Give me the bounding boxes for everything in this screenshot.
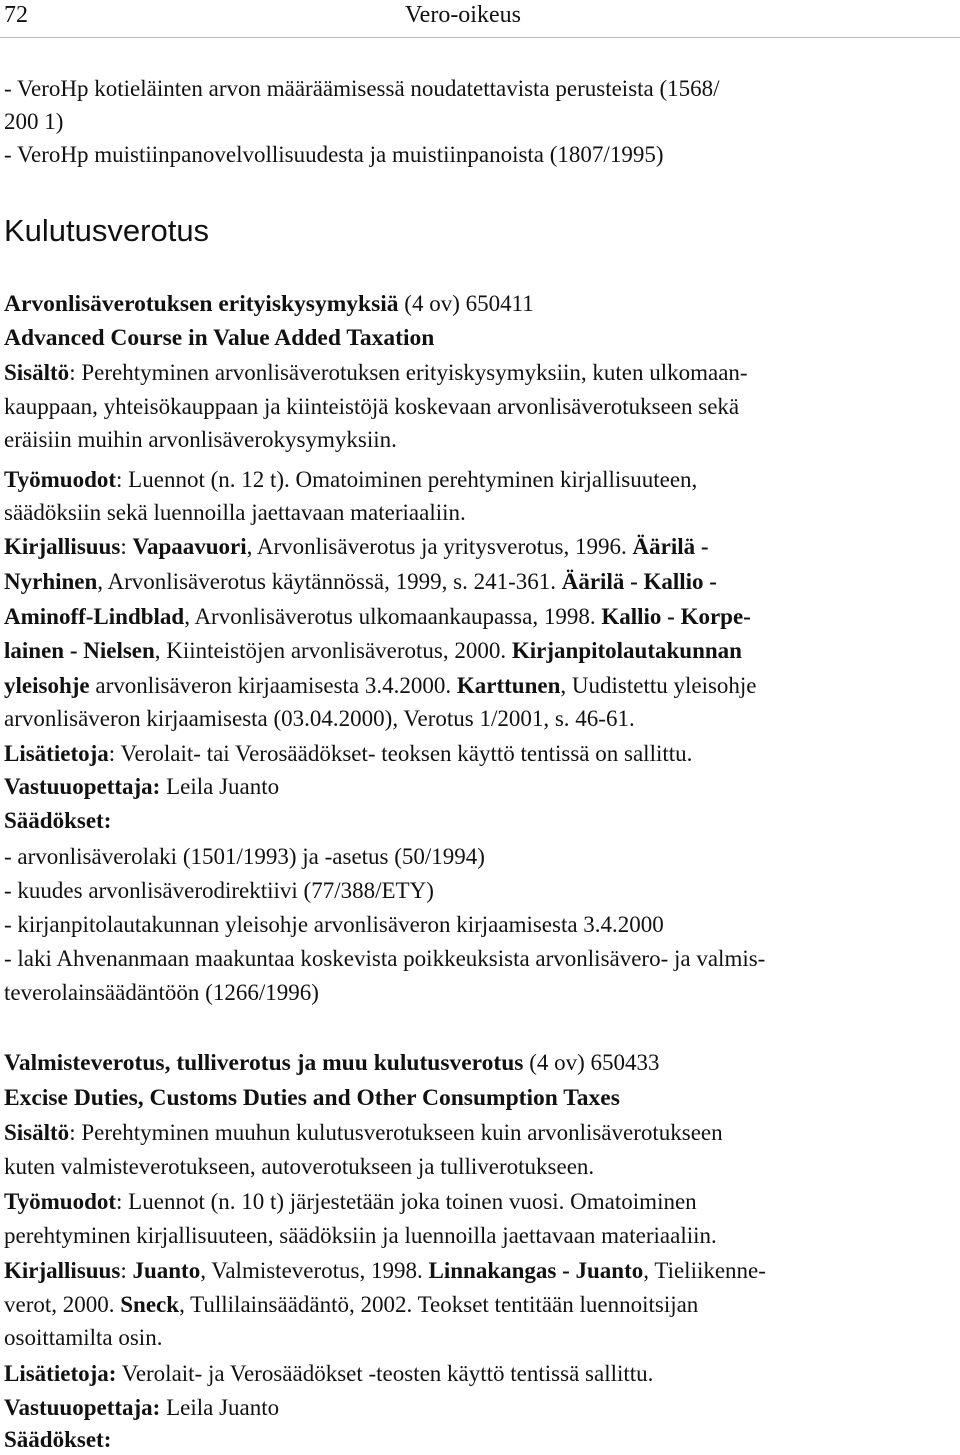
literature-author: Nyrhinen	[4, 569, 98, 594]
section-heading: Kulutusverotus	[4, 213, 210, 248]
info-text: Verolait- ja Verosäädökset -teosten käyttö tentissä sallittu.	[116, 1361, 654, 1386]
list-item: - VeroHp muistiinpanovelvollisuudesta ja muistiinpanoista (1807/1995)	[4, 142, 664, 167]
content-line	[4, 1118, 723, 1148]
literature-line	[4, 532, 709, 562]
literature-text: :	[120, 1258, 133, 1283]
content-label: Sisältö	[4, 360, 70, 385]
literature-text: verot, 2000.	[4, 1292, 121, 1317]
course-credits-code: (4 ov) 650411	[398, 291, 534, 316]
teacher-label: Vastuuopettaja:	[4, 1395, 161, 1420]
literature-author: Kallio - Korpe-	[601, 604, 751, 629]
regulation-item: - arvonlisäverolaki (1501/1993) ja -asetus (50/1994)	[4, 844, 485, 869]
literature-line	[4, 671, 757, 701]
literature-author: Äärilä -	[632, 534, 709, 559]
literature-text: arvonlisäveron kirjaamisesta 3.4.2000.	[89, 673, 457, 698]
literature-line	[4, 1290, 698, 1320]
info-line	[4, 1359, 653, 1389]
literature-author: Aminoff-Lindblad	[4, 604, 185, 629]
literature-line	[4, 602, 751, 632]
literature-author: Vapaavuori	[132, 534, 247, 559]
literature-label: Kirjallisuus	[4, 1258, 121, 1283]
info-text: : Verolait- tai Verosäädökset- teoksen käyttö tentissä on sallittu.	[108, 741, 693, 766]
teacher-line	[4, 772, 279, 802]
regulation-item: - laki Ahvenanmaan maakuntaa koskevista poikkeuksista arvonlisävero- ja valmis-	[4, 946, 766, 971]
regulations-label: Säädökset:	[4, 1427, 112, 1452]
literature-text: :	[120, 534, 133, 559]
methods-label: Työmuodot	[4, 467, 117, 492]
methods-text: perehtyminen kirjallisuuteen, säädöksiin ja luennoilla jaettavaan materiaaliin.	[4, 1223, 717, 1248]
content-text: : Perehtyminen arvonlisäverotuksen erityiskysymyksiin, kuten ulkomaan-	[69, 360, 748, 385]
literature-author: Sneck	[120, 1292, 180, 1317]
literature-author: Kirjanpitolautakunnan	[511, 638, 742, 663]
course-credits-code: (4 ov) 650433	[523, 1050, 660, 1075]
regulation-item: - kuudes arvonlisäverodirektiivi (77/388/ETY)	[4, 878, 434, 903]
methods-line	[4, 465, 697, 495]
regulation-item-continuation: teverolainsäädäntöön (1266/1996)	[4, 980, 319, 1005]
literature-line	[4, 636, 742, 666]
literature-text: , Arvonlisäverotus käytännössä, 1999, s. 241-361.	[97, 569, 562, 594]
course-title: Valmisteverotus, tulliverotus ja muu kulutusverotus	[4, 1050, 524, 1076]
course-title-line	[4, 1048, 660, 1078]
literature-author: lainen - Nielsen	[4, 638, 155, 663]
literature-author: yleisohje	[4, 673, 90, 698]
literature-line	[4, 1256, 766, 1286]
literature-text: , Tullilainsäädäntö, 2002. Teokset tentitään luennoitsijan	[179, 1292, 699, 1317]
literature-text: , Tieliikenne-	[643, 1258, 766, 1283]
literature-text: , Arvonlisäverotus ulkomaankaupassa, 1998.	[184, 604, 602, 629]
regulation-item: - kirjanpitolautakunnan yleisohje arvonlisäveron kirjaamisesta 3.4.2000	[4, 912, 664, 937]
literature-text: , Kiinteistöjen arvonlisäverotus, 2000.	[154, 638, 512, 663]
content-text: : Perehtyminen muuhun kulutusverotukseen kuin arvonlisäverotukseen	[69, 1120, 723, 1145]
content-text: kauppaan, yhteisökauppaan ja kiinteistöjä koskevaan arvonlisäverotukseen sekä	[4, 394, 740, 419]
page-number: 72	[4, 2, 28, 28]
list-item-continuation: 200 1)	[4, 109, 64, 134]
literature-text: osoittamilta osin.	[4, 1325, 163, 1350]
info-label: Lisätietoja:	[4, 1361, 117, 1386]
content-label: Sisältö	[4, 1120, 70, 1145]
content-line	[4, 358, 748, 388]
literature-author: Äärilä - Kallio -	[561, 569, 717, 594]
methods-text: : Luennot (n. 12 t). Omatoiminen perehtyminen kirjallisuuteen,	[116, 467, 698, 492]
info-line	[4, 739, 692, 769]
page-header	[0, 0, 960, 38]
teacher-name: Leila Juanto	[160, 1395, 280, 1420]
teacher-line	[4, 1393, 279, 1423]
header-rule	[0, 37, 960, 38]
course-title-line	[4, 289, 534, 319]
teacher-label: Vastuuopettaja:	[4, 774, 161, 799]
teacher-name: Leila Juanto	[160, 774, 280, 799]
literature-text: , Arvonlisäverotus ja yritysverotus, 1996.	[246, 534, 633, 559]
literature-line	[4, 567, 717, 597]
info-label: Lisätietoja	[4, 741, 109, 766]
literature-author: Karttunen	[456, 673, 561, 698]
methods-label: Työmuodot	[4, 1189, 117, 1214]
literature-text: , Uudistettu yleisohje	[560, 673, 757, 698]
methods-text: : Luennot (n. 10 t) järjestetään joka toinen vuosi. Omatoiminen	[116, 1189, 697, 1214]
methods-line	[4, 1187, 697, 1217]
course-english-title: Advanced Course in Value Added Taxation	[4, 325, 435, 351]
literature-text: , Valmisteverotus, 1998.	[200, 1258, 429, 1283]
running-title: Vero-oikeus	[405, 2, 521, 28]
literature-label: Kirjallisuus	[4, 534, 121, 559]
regulations-label: Säädökset:	[4, 808, 112, 833]
course-title: Arvonlisäverotuksen erityiskysymyksiä	[4, 291, 399, 317]
methods-text: säädöksiin sekä luennoilla jaettavaan materiaaliin.	[4, 500, 466, 525]
literature-text: arvonlisäveron kirjaamisesta (03.04.2000), Verotus 1/2001, s. 46-61.	[4, 706, 635, 731]
course-english-title: Excise Duties, Customs Duties and Other Consumption Taxes	[4, 1085, 620, 1111]
literature-author: Juanto	[132, 1258, 201, 1283]
content-text: kuten valmisteverotukseen, autoverotukseen ja tulliverotukseen.	[4, 1154, 595, 1179]
list-item: - VeroHp kotieläinten arvon määräämisessä noudatettavista perusteista (1568/	[4, 76, 720, 101]
literature-author: Linnakangas - Juanto	[428, 1258, 644, 1283]
content-text: eräisiin muihin arvonlisäverokysymyksiin.	[4, 427, 397, 452]
